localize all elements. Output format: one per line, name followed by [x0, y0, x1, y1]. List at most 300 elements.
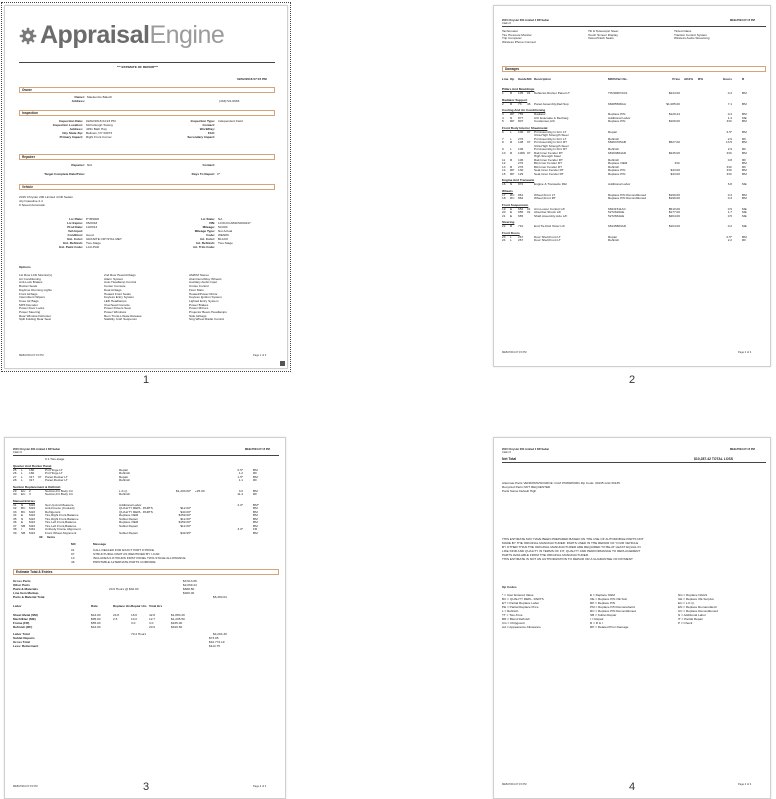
damage-line: 130 [518, 168, 524, 172]
damage-line: Bkt,Inner Fender RT [534, 164, 562, 169]
subtotal-label: Less: Betterment [13, 644, 39, 648]
inspection-field-label: FAX: [207, 131, 215, 135]
damage-line: 0.8 [727, 157, 732, 162]
option-item: Power Drivers Seat [104, 306, 131, 311]
damage-line: Pnl Assembly,In Frnt LT [534, 129, 567, 134]
vehicle-field-label: Int. Color: [200, 237, 215, 241]
damage-line: RF [253, 471, 258, 475]
option-item: Anti-Lock Brakes [19, 280, 43, 285]
damage-line: 665 [518, 213, 524, 218]
totals-label: Line Item Markup [13, 591, 39, 595]
damage-line: 07 [527, 129, 531, 134]
alt-parts-line: Recycled Parts NOT REQUESTED [502, 485, 551, 489]
damage-line: End,Tie Rod Outer L/F [534, 224, 566, 228]
page2-header-right: MEB-P003-07:15 PM [730, 19, 755, 22]
vehicle-field-label: Veh Input: [68, 229, 83, 233]
damage-line: L [21, 474, 23, 479]
items-total: 39 [39, 535, 43, 539]
damage-line: Ultra-High Strength Steel [534, 143, 569, 148]
damage-line: 13 [502, 164, 506, 169]
damage-line: Repair [119, 467, 129, 472]
damage-line: 26 [13, 471, 17, 475]
damage-line: $12.00* [180, 523, 191, 528]
damage-line: 10 [502, 150, 506, 155]
damage-line: 3 [502, 112, 504, 116]
damage-line: 877 [518, 115, 524, 120]
damage-line: N [21, 502, 24, 507]
damage-line: Anti-Freeze (Coolant) [45, 506, 75, 510]
selection-handle[interactable] [280, 361, 285, 366]
damage-line: 68241511AC [608, 206, 626, 211]
damage-line: 267 [518, 234, 524, 239]
subtotal-label: Sublet Repairs [13, 636, 35, 640]
damage-line: 46 [527, 101, 531, 106]
damage-line: $43.00 [670, 168, 680, 172]
damage-line: R [510, 91, 513, 95]
page-number-3: 3 [142, 781, 150, 793]
damage-line: Panel,Rocker LT [45, 474, 68, 479]
totals-label: Gross Parts [13, 579, 31, 583]
damage-line: 24 [502, 238, 506, 242]
page2-header: 2015 Chrysler 200 Limited 4 DR Sedan [502, 19, 550, 22]
damage-line: Section,Frt Body Ctr [45, 488, 73, 493]
labor-row: Frame (FR) [13, 621, 30, 625]
page-number-2: 2 [628, 374, 636, 386]
labor-row: $1,205.50 [171, 617, 185, 621]
damage-line: 39 [13, 530, 17, 535]
damage-group-title: Front Doors [502, 230, 520, 235]
damage-line: 1.1 [238, 478, 243, 482]
alt-parts-line: Parts Name Default High [502, 489, 537, 493]
option-item: Dual Airbags [104, 287, 122, 292]
damage-line: EU [21, 488, 26, 493]
vehicle-field-label: Prod Date: [67, 225, 83, 229]
damage-line: 33 [13, 509, 17, 514]
damage-line: ME [742, 182, 747, 186]
vehicle-field-label: Code: [206, 233, 215, 237]
page4-footer-page: Page 4 of 4 [738, 783, 752, 786]
page-thumbnail-3[interactable] [4, 437, 286, 799]
vehicle-line: 4cyl Gasoline 2.4 [19, 199, 43, 203]
option-item: Auto Headlamp Control [104, 280, 137, 285]
option-item: Lighted Entry System [189, 298, 219, 303]
message-text: PRINTABLE ALTERNATE PARTS COMPARE [93, 560, 156, 564]
damage-line: M23 [29, 530, 36, 535]
disclaimer-line: PARTS AVAILABLE FROM THE ORIGINAL MANUFACTURER. [502, 553, 589, 557]
option-item: Power Windows [104, 310, 127, 314]
vehicle-field-value: NA [218, 217, 223, 221]
brand-name-2: Engine [149, 21, 225, 49]
option-item: Bucket Seats [19, 284, 38, 289]
damage-line: BM [742, 91, 747, 95]
brand-name-1: Appraisal [40, 21, 150, 49]
damage-line: Tire,Left Front,Balance [45, 520, 77, 524]
damage-line: BM [742, 161, 747, 165]
damage-line: 01 [527, 210, 531, 214]
brand-logo [19, 20, 224, 51]
page-thumbnail-2[interactable] [493, 5, 771, 367]
labor-row: 2.5 [113, 617, 118, 621]
damage-line: BM [742, 234, 747, 239]
damage-line: Condenser,A/C [534, 119, 555, 123]
option-item: Strg Wheel Radio Control [189, 317, 225, 322]
damage-line: 28 [13, 478, 17, 482]
damage-line: 5272664AE [608, 213, 625, 218]
labor-header: Total Hrs [149, 604, 163, 608]
option-item: AM/FM Stereo [189, 273, 209, 277]
damage-line: QUALITY REPL. PARTS [119, 509, 153, 514]
damages-column-header: Price [672, 77, 680, 81]
damage-line: 1.4 [727, 115, 732, 120]
page-thumbnail-4[interactable] [493, 437, 771, 799]
damage-line: 0.5 [727, 206, 732, 211]
page2-footer-left: MEB-P003-07:15 PM [502, 351, 527, 354]
damage-line: BM [742, 129, 747, 134]
damage-line: 276 [518, 161, 524, 165]
damage-line: N [510, 182, 513, 186]
damage-line: BM [253, 516, 258, 521]
damage-line: M23 [29, 502, 36, 507]
inspection-field-value: 4451 Bath Hwy [86, 127, 107, 131]
damage-line: 17 [502, 192, 506, 197]
damage-line: 5272626AE [608, 210, 625, 214]
damage-line: Front Wheel Alignment [45, 530, 77, 535]
damage-line: Sublet Repair [119, 530, 138, 535]
inspection-field-label: Contact: [202, 123, 215, 127]
damage-line: 0.3 [727, 196, 732, 200]
damage-line: BC [21, 506, 26, 510]
days-to-repair-value: 0* [217, 172, 220, 176]
damage-line: 11.4 [237, 492, 243, 496]
damage-line: ME [742, 210, 747, 214]
damage-line: 105 [518, 91, 524, 95]
damage-line: Replace OEM [119, 520, 139, 524]
op-codes-title: Op Codes [502, 585, 517, 589]
damage-line: ME [742, 224, 747, 228]
labor-row: $1,883.20 [171, 613, 185, 617]
subtotal-value: $114.75 [209, 644, 220, 648]
subtotal-value: $73.95 [209, 636, 219, 640]
message-code: 13 [71, 556, 75, 560]
vehicle-field-label: Condition: [67, 233, 83, 237]
damage-line: BM [742, 112, 747, 116]
damage-line: 38 [13, 527, 17, 531]
damage-line: Absorber,Shock L/F [534, 210, 562, 214]
inspection-field-label: Secondary Impact: [187, 135, 215, 139]
page4-header-right: MEB-P003-07:15 PM [730, 448, 755, 451]
owner-label: Owner: [74, 95, 85, 99]
page-thumbnail-1[interactable] [4, 5, 288, 369]
totals-value: $6,460.04 [213, 595, 227, 599]
damage-line: 15 [502, 171, 506, 176]
damage-line: 0.2 [727, 224, 732, 228]
labor-header: Rate [91, 604, 98, 608]
damage-line: INC [726, 168, 732, 172]
damage-line: Replace OEM [608, 161, 628, 165]
vehicle-field-label: Lic State: [201, 217, 215, 221]
option-item: Rem Trunk-L/Gate Release [104, 313, 142, 318]
op-code: CG = Chipguard [502, 621, 525, 625]
page3-header-right: MEB-P003-07:15 PM [245, 448, 270, 451]
damage-line: SB [21, 523, 26, 528]
damage-line: 9 [502, 147, 504, 151]
damage-line: Ultra-High Strength Steel [534, 133, 569, 137]
damage-line: Radiator [534, 112, 546, 116]
labor-row: 10.2 [131, 617, 138, 621]
option-item: Power Door Locks [19, 306, 45, 311]
damage-line: Refinish [608, 136, 620, 141]
damage-line: 2.2 [727, 238, 732, 242]
damage-line: Section,Frt Body Ctr [45, 492, 73, 496]
option-item: Rear Window Defroster [19, 313, 52, 318]
damage-line: 3.0 [238, 488, 243, 493]
damage-line: Engine & Transaxle R&I [534, 182, 567, 186]
totals-label: Parts & Material Total [13, 595, 45, 599]
damage-line: 68285508AA [608, 101, 626, 106]
damage-line: L [510, 238, 512, 242]
op-code: * = User Entered Value [502, 593, 534, 597]
inspection-field-label: City State Zip: [62, 131, 83, 135]
damage-group-title: Radiator Support [502, 97, 528, 102]
damage-line: $264.00 [668, 213, 680, 218]
op-code: AA = Appearance Allowance [502, 625, 541, 629]
inspection-field-label: Inspection Location: [52, 123, 83, 127]
damage-line: $177.00 [668, 210, 680, 214]
damage-line: 18 [502, 196, 506, 200]
damage-group-title: Front Suspension [502, 202, 529, 207]
damage-line: RF [253, 492, 258, 496]
option-item: Auxiliary Audio Input [189, 280, 218, 285]
damage-line: BM [742, 168, 747, 172]
damage-line: RF [742, 136, 747, 141]
damage-line: QUALITY REPL. PARTS [119, 506, 153, 510]
damages-column-header: Hours [723, 77, 732, 81]
vehicle-field-value: 05/2018 [86, 221, 98, 225]
damage-line: 32 [13, 506, 17, 510]
damage-line: M23 [29, 509, 36, 514]
damage-line: Repair [608, 129, 618, 134]
damage-line: Additional Labor [119, 502, 142, 507]
disclaimer-line: THIS ESTIMATE MAY HAVE BEEN PREPARED BASED ON THE USE OF AUTOMOBILE PARTS NOT [502, 537, 644, 541]
damage-group-title: Manual Entries [13, 498, 36, 503]
option-item: Front Airbags [19, 291, 38, 296]
damage-line: Replace P/N [608, 171, 626, 176]
damage-line: 267 [518, 238, 524, 242]
damages-column-header: Line [502, 77, 509, 81]
damage-line: Repair [119, 474, 129, 479]
damage-line: Unibody Frame Alignment [45, 527, 81, 531]
option-item: Tachometer [502, 29, 519, 33]
damage-line: 861 [518, 192, 524, 197]
disclaimer-line: THIS ESTIMATE IS NOT AN AUTHORIZATION TO REPAIR OR A GUARANTEE OF PAYMENT [502, 557, 633, 561]
damage-line: $244.00 [668, 91, 680, 95]
page2-claim: Claim # [502, 22, 511, 25]
labor-row: 20.9 [149, 625, 156, 629]
damage-line: 8 [502, 140, 504, 144]
labor-header: Labor [13, 604, 22, 608]
damage-line: 07 [527, 150, 531, 155]
damages-column-header: ADJ% [684, 77, 693, 81]
labor-row: $44.00 [91, 613, 101, 617]
damage-line: 3.0* [237, 527, 243, 531]
options-section: Options [19, 265, 31, 269]
damage-line: Refinish [608, 164, 620, 169]
vehicle-field-value: LAU-PAD [86, 245, 100, 249]
damage-line: 68263705AB [608, 140, 626, 144]
damage-group-title: Front Body Interior Sheetmetal [502, 125, 548, 130]
damage-line: Deflector,Rocker Panel LT [534, 91, 570, 95]
net-total-label: Net Total [502, 457, 517, 461]
damage-line: L [21, 478, 23, 482]
damage-line: 73 [518, 101, 522, 106]
damages-column-header: MC [527, 77, 532, 81]
damage-line: L [21, 471, 23, 475]
damage-line: 14 [502, 168, 506, 172]
damage-line: EU [21, 492, 26, 496]
option-item: Cruise Control [189, 284, 209, 289]
message-code: 07 [71, 552, 75, 556]
option-item: Trip Computer [502, 36, 522, 41]
damages-column-header: MFR.Part No. [608, 77, 628, 81]
damage-line: Pnl,Hinge LT [45, 471, 63, 475]
damage-line: $1,200.00* [176, 488, 191, 493]
damage-line: 276 [518, 164, 524, 169]
damage-line: Seal,Inner Fender RT [534, 171, 564, 176]
option-item: Wireless Phone Connect [502, 39, 537, 44]
damage-group-title: Engine And Transaxle [502, 178, 535, 182]
vehicle-field-label: Ext. Paint Code: [59, 245, 83, 249]
vehicle-field-label: Lic Expire: [67, 221, 83, 225]
damage-line: 2 [502, 101, 504, 106]
damage-line: BM [253, 513, 258, 517]
page-number-4: 4 [628, 781, 636, 793]
damage-line: M23 [29, 520, 36, 524]
damage-line: Refinish [608, 157, 620, 162]
gear-icon [19, 27, 37, 45]
totals-detail: 20.9 Hours @ $32.00 [109, 587, 139, 591]
damage-line: Sublet Repair [119, 523, 138, 528]
damage-line: Pnl Assembly,In Frnt LT [534, 136, 567, 141]
damage-line: R [510, 101, 513, 106]
vehicle-field-value: BLACK [218, 237, 229, 241]
damage-line: RF [742, 164, 747, 169]
damage-line: 16 [502, 182, 506, 186]
damage-line: L.K.Q. [119, 488, 128, 493]
damage-line: M23 [29, 506, 36, 510]
repairer-contact-label: Contact: [202, 163, 215, 167]
op-code: I = Repair [590, 617, 604, 621]
damage-line: 5 [502, 119, 504, 123]
damage-group-title: Steering [502, 220, 515, 224]
option-item: Intermittent Wipers [19, 295, 45, 300]
damage-line: RF [742, 157, 747, 162]
damage-line: INC [726, 171, 732, 176]
vehicle-line: 9 Speed Automatic [19, 203, 45, 207]
labor-row: $919.60 [171, 625, 183, 629]
damage-line: SB [21, 530, 26, 535]
damages-column-header: Description [534, 77, 552, 81]
option-item: 1st Row LCD Monitor(s) [19, 273, 53, 277]
damage-line: 1 [502, 91, 504, 95]
damage-line: $199.00 [668, 192, 680, 197]
damage-line: M34 [29, 527, 36, 531]
damage-line: 07 [527, 140, 531, 144]
damage-line: BM [253, 506, 258, 510]
damage-line: BM [742, 196, 747, 200]
op-code: PM = Replace P/N Remanufactd [590, 605, 635, 609]
vehicle-section: Vehicle [19, 184, 275, 190]
option-item: Traction Control System [674, 32, 708, 37]
page4-footer-left: MEB-P003-07:15 PM [502, 783, 527, 786]
damage-line: E [21, 513, 24, 517]
damage-line: N [21, 516, 24, 521]
message-text: CALL DEALER FOR EXACT PART # PRICE [93, 548, 155, 552]
damage-line: $40.00* [180, 509, 191, 514]
owner-address-label: Address: [71, 99, 85, 103]
damage-line: $510.00 [668, 206, 680, 211]
damage-line: Replace OEM [119, 513, 139, 517]
labor-total: $4,204.30 [213, 632, 227, 636]
vehicle-field-value: Good [86, 233, 94, 237]
damage-line: 36 [13, 520, 17, 524]
op-code: ET = Partial Replace Labor [502, 601, 540, 605]
damage-line: 108 [518, 140, 524, 144]
damage-line: 0.5* [726, 234, 732, 239]
damage-line: BM [742, 171, 747, 176]
damage-line: Additional Labor [608, 115, 631, 120]
damage-line: 6 [502, 129, 504, 134]
option-item: Wireless Audio Streaming [674, 36, 710, 41]
damage-line: 13.5 [725, 140, 732, 144]
labor-row: $55.00 [91, 621, 101, 625]
vehicle-field-label: Int. Refinish: [196, 241, 215, 245]
damage-line: ME [742, 115, 747, 120]
option-item: Power Steering [19, 310, 41, 314]
option-item: Daytime Running Lights [19, 287, 52, 292]
damage-line: R [510, 150, 513, 155]
damage-line: 20 [502, 210, 506, 214]
damage-line: Refinish [119, 478, 131, 482]
damage-line: 19 [502, 206, 506, 211]
message-code: 46 [71, 560, 75, 564]
op-code: EN = Replace Remanufactd [678, 605, 717, 609]
page-number-1: 1 [142, 374, 150, 386]
labor-row: 24.8 [113, 613, 120, 617]
damage-line: ME [742, 206, 747, 211]
damage-line: Arm,Lower Control L/F [534, 206, 566, 211]
damage-line: $1,085.00 [666, 101, 680, 106]
damage-line: 3 [29, 492, 31, 496]
damage-line: Panel Assembly,Rad Sup [534, 101, 569, 106]
damage-line: $43.00 [670, 171, 680, 176]
labor-row: $95.00 [91, 617, 101, 621]
damage-line: 34 [13, 513, 17, 517]
repairer-value: N/A [87, 163, 93, 167]
vehicle-field-value: Two-Stage [86, 241, 101, 245]
damage-line: M23 [29, 513, 36, 517]
option-item: Overhead Console [104, 302, 130, 307]
damage-line: RF [253, 478, 258, 482]
vehicle-field-label: Mileage: [202, 225, 215, 229]
op-code: R = R & I [590, 621, 603, 625]
damage-line: 12 [502, 161, 506, 165]
subtotal-value: $10,772.19 [209, 640, 225, 644]
damage-line: BM [742, 150, 747, 155]
option-item: Tilt & Telescopic Steer [588, 29, 619, 33]
damage-line: RP [510, 119, 515, 123]
damage-line: M23 [29, 523, 36, 528]
totals-label: Other Parts [13, 583, 30, 587]
